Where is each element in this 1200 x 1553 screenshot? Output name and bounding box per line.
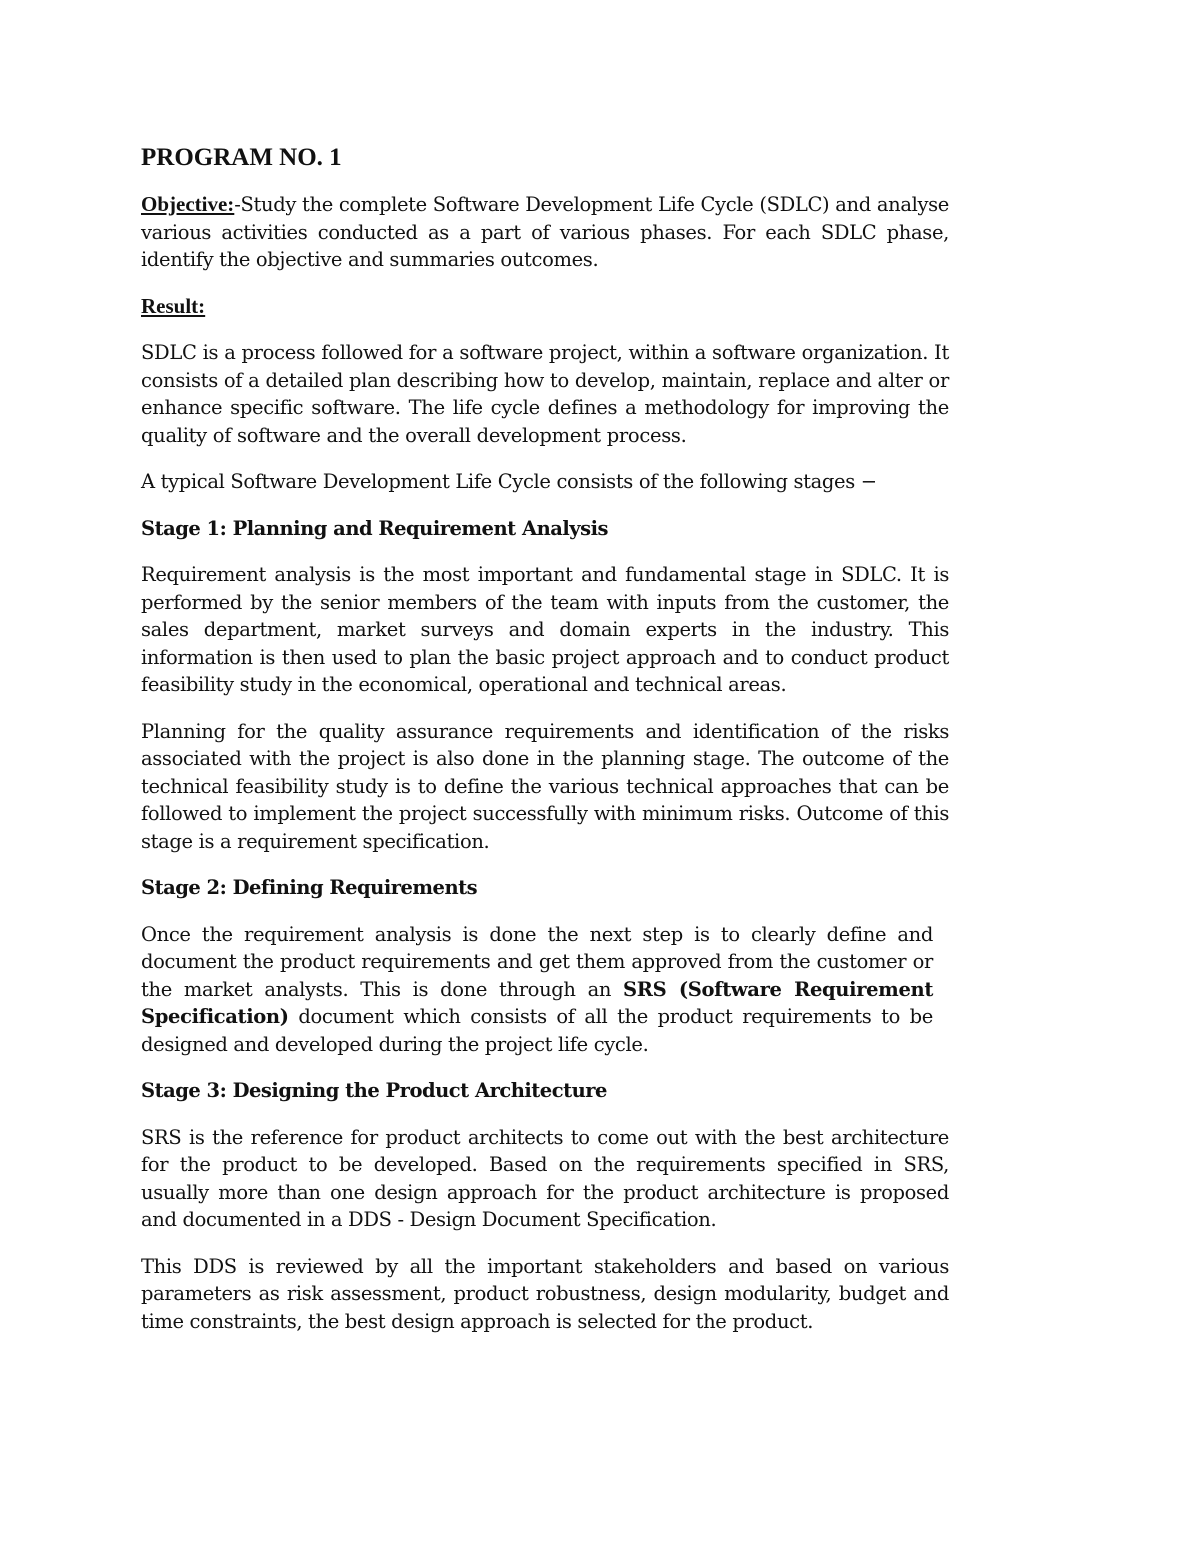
stage1-paragraph-1: Requirement analysis is the most important and fundamental stage in SDLC. It is performed by the senior members of the team with inputs from the customer, the sales department, market surveys and domain experts in the industry. This information is then used to plan the basic project approach and to conduct product feasibility study in the economical, operational and technical areas. bbox=[141, 563, 949, 696]
stage2-heading: Stage 2: Defining Requirements bbox=[141, 876, 478, 899]
srs-term: SRS (Software Requirement Specification) bbox=[141, 977, 933, 1028]
stage3-paragraph-1: SRS is the reference for product architects to come out with the best architecture for the product to be developed. Based on the requirements specified in SRS, usually more than one design approach for the product architecture is proposed and documented in a DDS - Design Document Specification. bbox=[141, 1125, 949, 1231]
document-body bbox=[141, 143, 949, 1354]
stage1-paragraph-2: Planning for the quality assurance requirements and identification of the risks associated with the project is also done in the planning stage. The outcome of the technical feasibility study is to define the various technical approaches that can be followed to implement the project successfully with minimum risks. Outcome of this stage is a requirement specification. bbox=[141, 719, 949, 853]
stage1-heading: Stage 1: Planning and Requirement Analysis bbox=[141, 516, 608, 540]
intro-paragraph: SDLC is a process followed for a software project, within a software organization. It consists of a detailed plan describing how to develop, maintain, replace and alter or enhance specific software. The life cycle defines a methodology for improving the quality of software and the overall development process. bbox=[141, 341, 949, 447]
objective-text: -Study the complete Software Development Life Cycle (SDLC) and analyse various activities conducted as a part of various phases. For each SDLC phase, identify the objective and summaries outcomes. bbox=[141, 193, 949, 271]
stage2-text-after: document which consists of all the product requirements to be designed and developed during the project life cycle. bbox=[141, 1005, 933, 1056]
page-title: PROGRAM NO. 1 bbox=[141, 144, 342, 171]
stages-intro: A typical Software Development Life Cycle consists of the following stages − bbox=[141, 470, 877, 493]
objective-label: Objective: bbox=[141, 192, 235, 216]
stage3-heading: Stage 3: Designing the Product Architecture bbox=[141, 1079, 607, 1102]
stage2-paragraph bbox=[141, 921, 933, 1059]
result-label: Result: bbox=[141, 293, 206, 318]
objective-paragraph bbox=[141, 191, 949, 274]
result-label-line bbox=[141, 293, 949, 321]
stage3-paragraph-2: This DDS is reviewed by all the important stakeholders and based on various parameters as risk assessment, product robustness, design modularity, budget and time constraints, the best design approach is selected for the product. bbox=[141, 1254, 949, 1333]
stage2-text-before: Once the requirement analysis is done the next step is to clearly define and document the product requirements and get them approved from the customer or the market analysts. This is done through an bbox=[141, 922, 933, 1001]
